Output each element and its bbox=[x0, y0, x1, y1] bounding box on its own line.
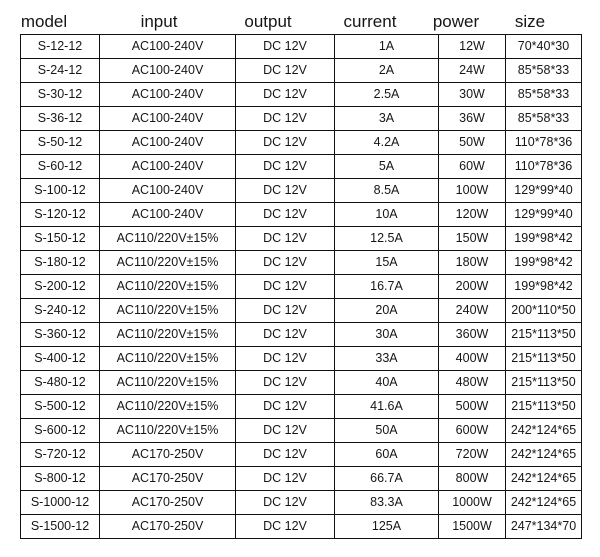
input-cell: AC100-240V bbox=[100, 35, 236, 59]
model-cell: S-180-12 bbox=[21, 251, 100, 275]
size-cell: 85*58*33 bbox=[506, 107, 582, 131]
model-cell: S-36-12 bbox=[21, 107, 100, 131]
output-cell: DC 12V bbox=[236, 155, 335, 179]
size-cell: 129*99*40 bbox=[506, 179, 582, 203]
current-cell: 83.3A bbox=[335, 491, 439, 515]
table-row bbox=[21, 467, 582, 491]
table-row bbox=[21, 419, 582, 443]
power-cell: 360W bbox=[439, 323, 506, 347]
power-cell: 240W bbox=[439, 299, 506, 323]
current-cell: 40A bbox=[335, 371, 439, 395]
input-cell: AC100-240V bbox=[100, 131, 236, 155]
model-cell: S-50-12 bbox=[21, 131, 100, 155]
size-cell: 242*124*65 bbox=[506, 419, 582, 443]
current-cell: 2A bbox=[335, 59, 439, 83]
model-cell: S-400-12 bbox=[21, 347, 100, 371]
size-cell: 85*58*33 bbox=[506, 83, 582, 107]
size-cell: 199*98*42 bbox=[506, 275, 582, 299]
input-cell: AC110/220V±15% bbox=[100, 227, 236, 251]
output-cell: DC 12V bbox=[236, 251, 335, 275]
output-cell: DC 12V bbox=[236, 491, 335, 515]
table-row bbox=[21, 179, 582, 203]
input-cell: AC110/220V±15% bbox=[100, 419, 236, 443]
table-row bbox=[21, 347, 582, 371]
table-row bbox=[21, 107, 582, 131]
current-cell: 5A bbox=[335, 155, 439, 179]
model-cell: S-1500-12 bbox=[21, 515, 100, 539]
input-cell: AC110/220V±15% bbox=[100, 299, 236, 323]
table-row bbox=[21, 443, 582, 467]
power-cell: 30W bbox=[439, 83, 506, 107]
model-cell: S-12-12 bbox=[21, 35, 100, 59]
column-header-output: output bbox=[244, 12, 292, 31]
table-row bbox=[21, 371, 582, 395]
output-cell: DC 12V bbox=[236, 227, 335, 251]
output-cell: DC 12V bbox=[236, 515, 335, 539]
input-cell: AC110/220V±15% bbox=[100, 347, 236, 371]
input-cell: AC170-250V bbox=[100, 467, 236, 491]
model-cell: S-120-12 bbox=[21, 203, 100, 227]
table-row bbox=[21, 227, 582, 251]
table-row bbox=[21, 131, 582, 155]
current-cell: 1A bbox=[335, 35, 439, 59]
input-cell: AC110/220V±15% bbox=[100, 275, 236, 299]
input-cell: AC170-250V bbox=[100, 515, 236, 539]
size-cell: 215*113*50 bbox=[506, 395, 582, 419]
current-cell: 60A bbox=[335, 443, 439, 467]
input-cell: AC100-240V bbox=[100, 155, 236, 179]
size-cell: 242*124*65 bbox=[506, 467, 582, 491]
output-cell: DC 12V bbox=[236, 299, 335, 323]
table-row bbox=[21, 203, 582, 227]
power-cell: 60W bbox=[439, 155, 506, 179]
current-cell: 15A bbox=[335, 251, 439, 275]
input-cell: AC170-250V bbox=[100, 491, 236, 515]
output-cell: DC 12V bbox=[236, 347, 335, 371]
current-cell: 125A bbox=[335, 515, 439, 539]
model-cell: S-800-12 bbox=[21, 467, 100, 491]
input-cell: AC110/220V±15% bbox=[100, 395, 236, 419]
model-cell: S-720-12 bbox=[21, 443, 100, 467]
model-cell: S-30-12 bbox=[21, 83, 100, 107]
current-cell: 10A bbox=[335, 203, 439, 227]
current-cell: 50A bbox=[335, 419, 439, 443]
table-row bbox=[21, 299, 582, 323]
size-cell: 215*113*50 bbox=[506, 323, 582, 347]
power-cell: 120W bbox=[439, 203, 506, 227]
current-cell: 3A bbox=[335, 107, 439, 131]
model-cell: S-600-12 bbox=[21, 419, 100, 443]
table-row bbox=[21, 35, 582, 59]
size-cell: 70*40*30 bbox=[506, 35, 582, 59]
output-cell: DC 12V bbox=[236, 131, 335, 155]
current-cell: 66.7A bbox=[335, 467, 439, 491]
table-row bbox=[21, 83, 582, 107]
spec-table-body bbox=[21, 35, 582, 539]
input-cell: AC100-240V bbox=[100, 107, 236, 131]
table-row bbox=[21, 491, 582, 515]
column-header-current: current bbox=[343, 12, 397, 31]
table-row bbox=[21, 395, 582, 419]
input-cell: AC100-240V bbox=[100, 83, 236, 107]
table-row bbox=[21, 275, 582, 299]
power-cell: 1000W bbox=[439, 491, 506, 515]
power-cell: 180W bbox=[439, 251, 506, 275]
power-cell: 800W bbox=[439, 467, 506, 491]
output-cell: DC 12V bbox=[236, 419, 335, 443]
current-cell: 30A bbox=[335, 323, 439, 347]
output-cell: DC 12V bbox=[236, 107, 335, 131]
input-cell: AC110/220V±15% bbox=[100, 371, 236, 395]
power-cell: 1500W bbox=[439, 515, 506, 539]
current-cell: 2.5A bbox=[335, 83, 439, 107]
current-cell: 12.5A bbox=[335, 227, 439, 251]
size-cell: 200*110*50 bbox=[506, 299, 582, 323]
power-cell: 24W bbox=[439, 59, 506, 83]
size-cell: 110*78*36 bbox=[506, 131, 582, 155]
power-cell: 400W bbox=[439, 347, 506, 371]
output-cell: DC 12V bbox=[236, 323, 335, 347]
power-cell: 720W bbox=[439, 443, 506, 467]
size-cell: 199*98*42 bbox=[506, 251, 582, 275]
output-cell: DC 12V bbox=[236, 467, 335, 491]
current-cell: 8.5A bbox=[335, 179, 439, 203]
input-cell: AC100-240V bbox=[100, 59, 236, 83]
current-cell: 20A bbox=[335, 299, 439, 323]
power-cell: 480W bbox=[439, 371, 506, 395]
model-cell: S-150-12 bbox=[21, 227, 100, 251]
size-cell: 242*124*65 bbox=[506, 443, 582, 467]
table-row bbox=[21, 155, 582, 179]
power-cell: 500W bbox=[439, 395, 506, 419]
output-cell: DC 12V bbox=[236, 395, 335, 419]
table-row bbox=[21, 251, 582, 275]
input-cell: AC100-240V bbox=[100, 179, 236, 203]
size-cell: 215*113*50 bbox=[506, 347, 582, 371]
column-header-power: power bbox=[432, 12, 480, 31]
size-cell: 247*134*70 bbox=[506, 515, 582, 539]
current-cell: 33A bbox=[335, 347, 439, 371]
model-cell: S-100-12 bbox=[21, 179, 100, 203]
output-cell: DC 12V bbox=[236, 443, 335, 467]
model-cell: S-24-12 bbox=[21, 59, 100, 83]
input-cell: AC110/220V±15% bbox=[100, 251, 236, 275]
column-header-size: size bbox=[514, 12, 546, 31]
model-cell: S-240-12 bbox=[21, 299, 100, 323]
output-cell: DC 12V bbox=[236, 371, 335, 395]
size-cell: 242*124*65 bbox=[506, 491, 582, 515]
power-cell: 50W bbox=[439, 131, 506, 155]
size-cell: 199*98*42 bbox=[506, 227, 582, 251]
model-cell: S-60-12 bbox=[21, 155, 100, 179]
column-header-input: input bbox=[140, 12, 178, 31]
model-cell: S-1000-12 bbox=[21, 491, 100, 515]
input-cell: AC100-240V bbox=[100, 203, 236, 227]
size-cell: 215*113*50 bbox=[506, 371, 582, 395]
power-cell: 100W bbox=[439, 179, 506, 203]
size-cell: 85*58*33 bbox=[506, 59, 582, 83]
output-cell: DC 12V bbox=[236, 203, 335, 227]
column-header-model: model bbox=[20, 12, 68, 31]
size-cell: 110*78*36 bbox=[506, 155, 582, 179]
power-cell: 12W bbox=[439, 35, 506, 59]
power-cell: 200W bbox=[439, 275, 506, 299]
power-cell: 600W bbox=[439, 419, 506, 443]
size-cell: 129*99*40 bbox=[506, 203, 582, 227]
table-row bbox=[21, 323, 582, 347]
model-cell: S-500-12 bbox=[21, 395, 100, 419]
output-cell: DC 12V bbox=[236, 35, 335, 59]
input-cell: AC110/220V±15% bbox=[100, 323, 236, 347]
table-header-row bbox=[0, 0, 600, 34]
power-cell: 150W bbox=[439, 227, 506, 251]
model-cell: S-200-12 bbox=[21, 275, 100, 299]
table-row bbox=[21, 59, 582, 83]
output-cell: DC 12V bbox=[236, 59, 335, 83]
power-supply-spec-table bbox=[20, 34, 582, 539]
input-cell: AC170-250V bbox=[100, 443, 236, 467]
power-cell: 36W bbox=[439, 107, 506, 131]
output-cell: DC 12V bbox=[236, 83, 335, 107]
current-cell: 4.2A bbox=[335, 131, 439, 155]
output-cell: DC 12V bbox=[236, 179, 335, 203]
current-cell: 41.6A bbox=[335, 395, 439, 419]
output-cell: DC 12V bbox=[236, 275, 335, 299]
model-cell: S-360-12 bbox=[21, 323, 100, 347]
model-cell: S-480-12 bbox=[21, 371, 100, 395]
current-cell: 16.7A bbox=[335, 275, 439, 299]
table-row bbox=[21, 515, 582, 539]
